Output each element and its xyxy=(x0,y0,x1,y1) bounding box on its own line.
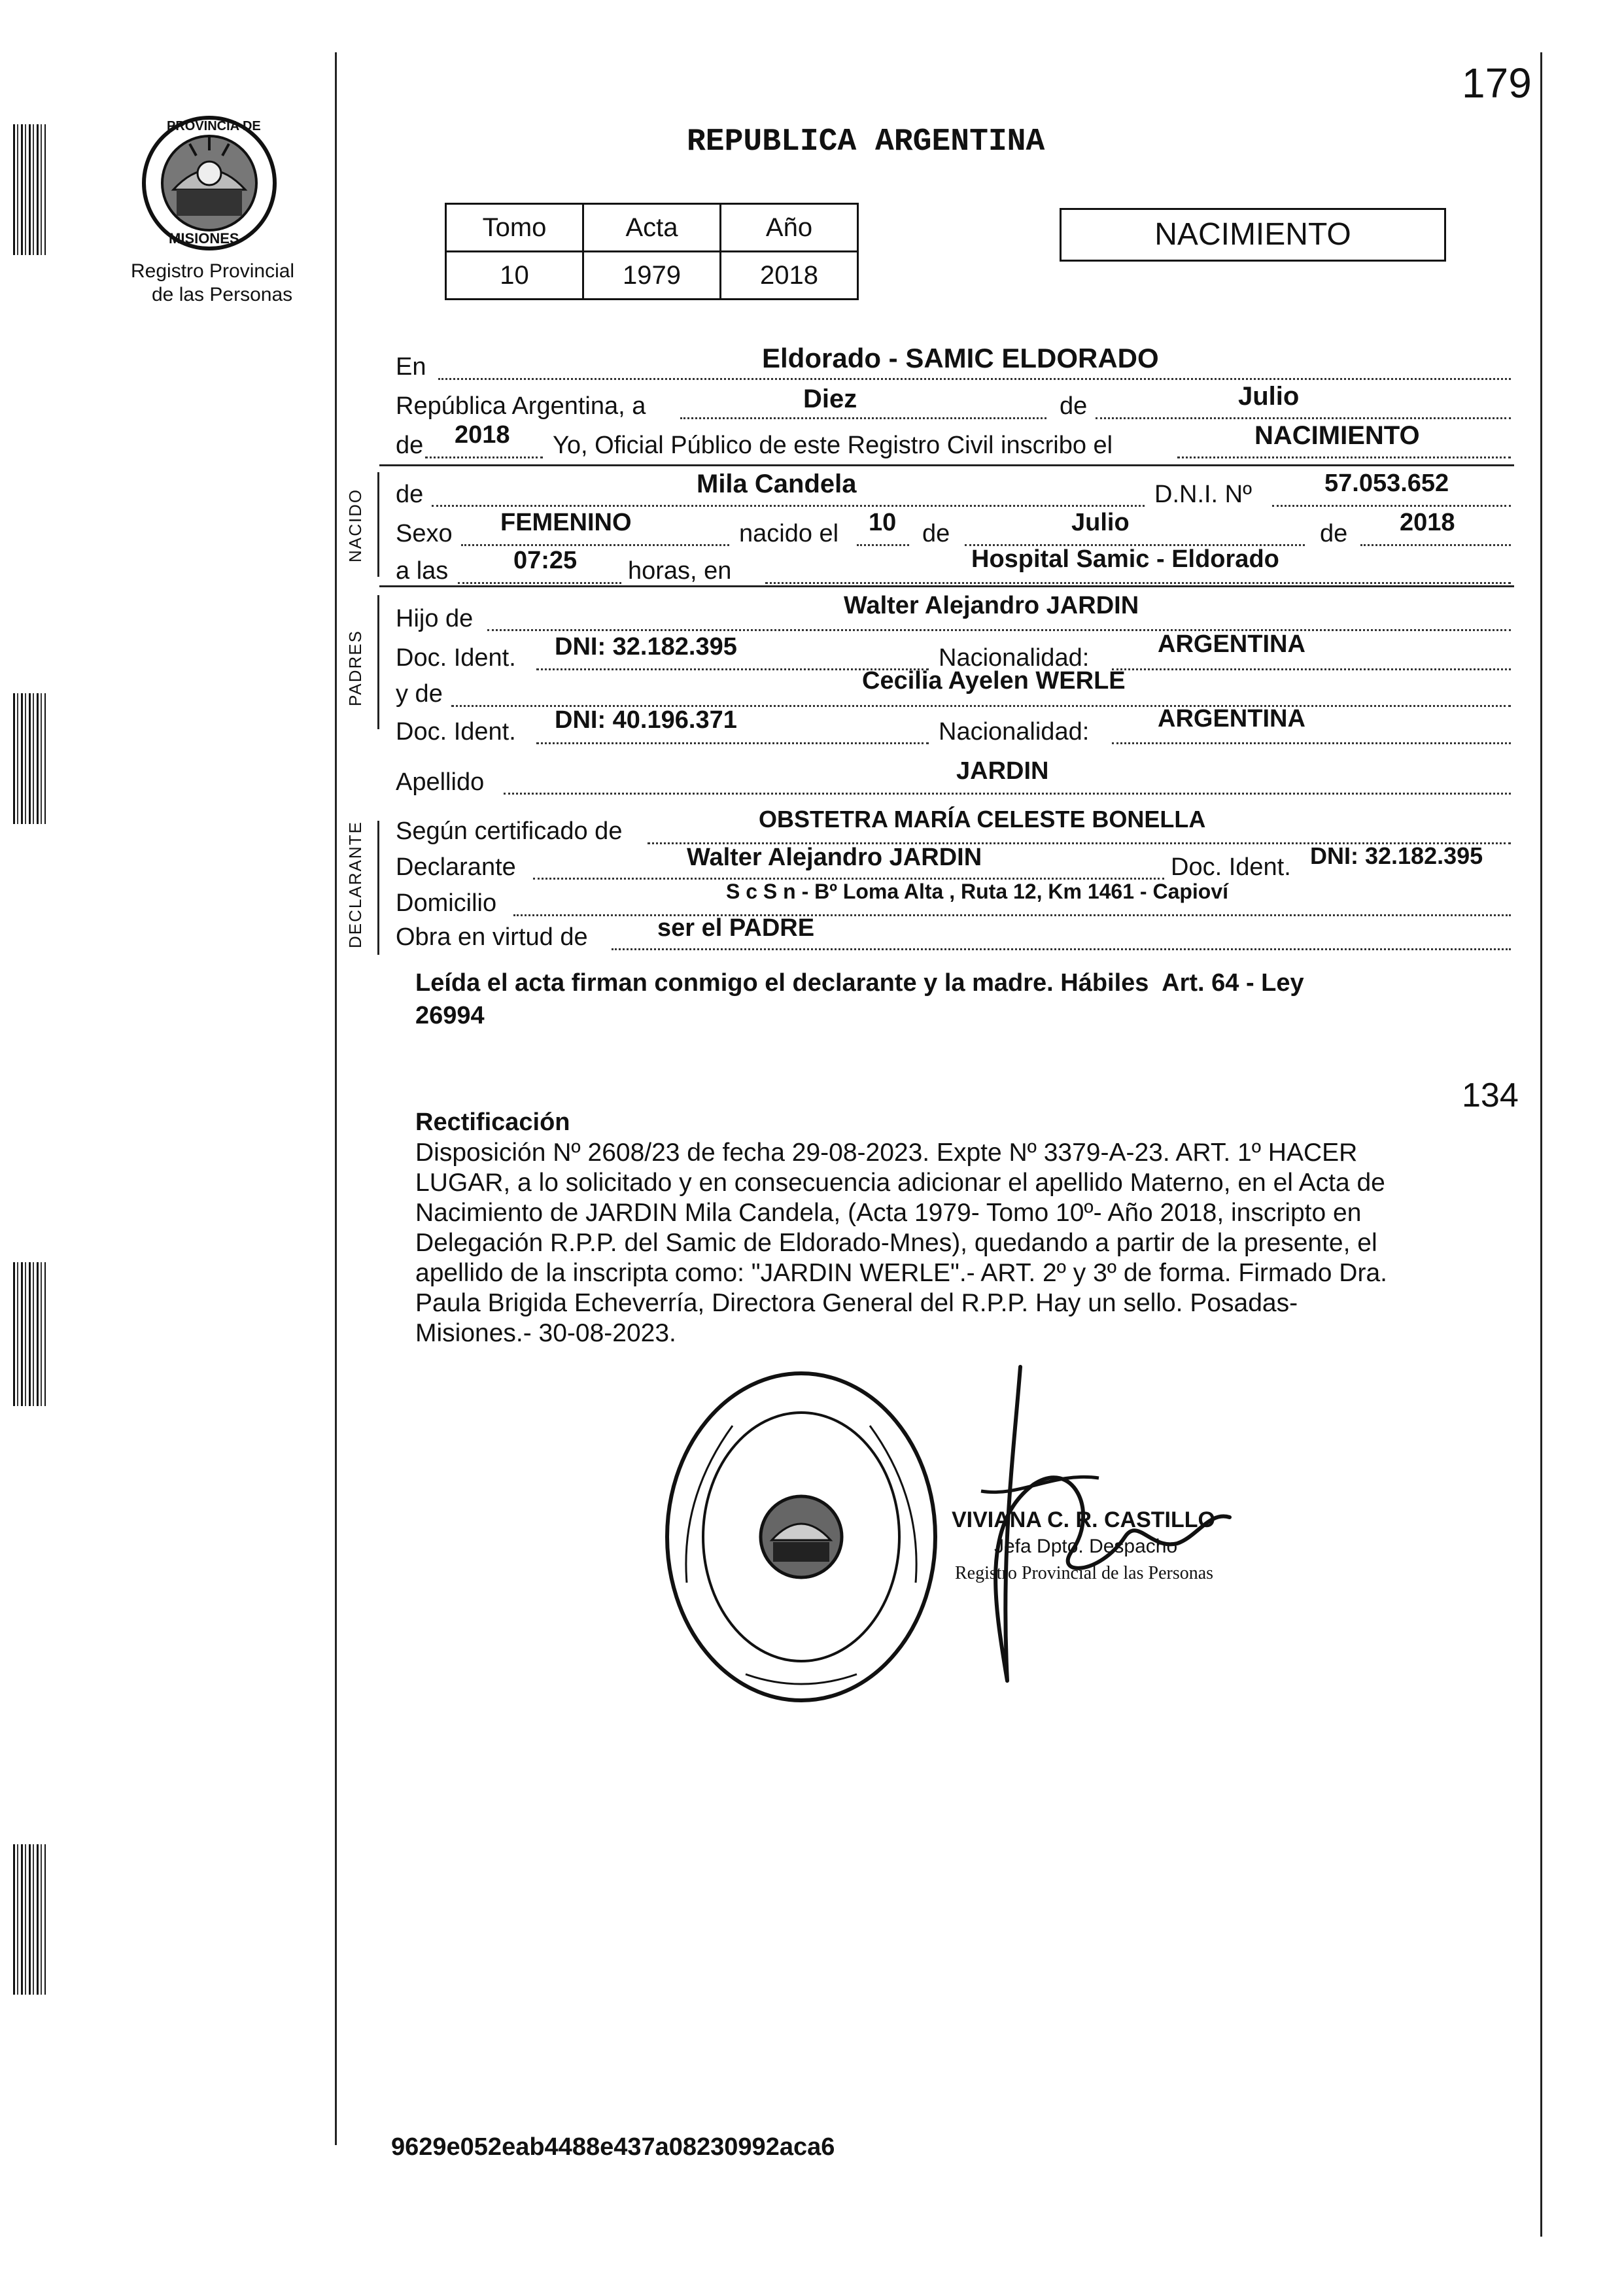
declarante-doc-label: Doc. Ident. xyxy=(1171,853,1291,881)
rectificacion-line: LUGAR, a lo solicitado y en consecuencia adicionar el apellido Materno, en el Acta de xyxy=(415,1169,1385,1197)
table-header-anio: Año xyxy=(721,204,858,252)
horas-label: horas, en xyxy=(628,557,732,585)
official-stamp xyxy=(661,1367,942,1707)
logo-bottom-text: MISIONES xyxy=(169,230,239,247)
a-las-label: a las xyxy=(396,557,449,585)
leader-dots xyxy=(504,793,1511,795)
section-bar xyxy=(377,595,379,729)
de-label-3: de xyxy=(1320,520,1348,547)
scan-artifact xyxy=(13,1262,46,1406)
rectificacion-body xyxy=(415,1138,1504,1349)
leader-dots xyxy=(1096,417,1511,419)
act-type-box xyxy=(1060,208,1446,262)
section-divider xyxy=(379,464,1514,466)
apellido-value: JARDIN xyxy=(956,757,1049,785)
father-nationality: ARGENTINA xyxy=(1158,630,1305,658)
birth-month: Julio xyxy=(1071,509,1130,536)
scan-artifact xyxy=(13,693,46,824)
certificado-label: Según certificado de xyxy=(396,817,623,845)
table-value-tomo: 10 xyxy=(446,252,583,300)
doc-label: Doc. Ident. xyxy=(396,644,516,672)
page-number: 179 xyxy=(1462,60,1532,107)
leader-dots xyxy=(612,948,1511,950)
nacido-de-label: de xyxy=(396,481,424,508)
closing-line-1: Leída el acta firman conmigo el declarante y la madre. Hábiles Art. 64 - Ley xyxy=(415,969,1304,997)
registry-line2: de las Personas xyxy=(152,284,293,305)
day-value: Diez xyxy=(803,385,857,413)
section-label-nacido: NACIDO xyxy=(345,488,365,562)
birth-place: Hospital Samic - Eldorado xyxy=(971,545,1279,573)
leader-dots xyxy=(1177,456,1511,458)
leader-dots xyxy=(536,742,929,744)
leader-dots xyxy=(487,629,1511,631)
right-rule xyxy=(1540,52,1542,2237)
signer-org: Registro Provincial de las Personas xyxy=(955,1563,1214,1583)
year-value: 2018 xyxy=(455,421,510,449)
leader-dots xyxy=(432,505,1145,507)
mother-name: Cecilia Ayelen WERLE xyxy=(862,667,1126,695)
signer-role: Jefa Dpto. Despacho xyxy=(994,1536,1178,1557)
leader-dots xyxy=(1272,505,1511,507)
rectificacion-title: Rectificación xyxy=(415,1109,570,1136)
table-header-tomo: Tomo xyxy=(446,204,583,252)
en-label: En xyxy=(396,353,426,381)
rectificacion-line: apellido de la inscripta como: "JARDIN WERLE".- ART. 2º y 3º de forma. Firmado Dra. xyxy=(415,1259,1387,1287)
officer-text: Yo, Oficial Público de este Registro Civil inscribo el xyxy=(553,432,1113,459)
note-number: 134 xyxy=(1462,1076,1519,1114)
rectificacion-line: Disposición Nº 2608/23 de fecha 29-08-2023. Expte Nº 3379-A-23. ART. 1º HACER xyxy=(415,1139,1358,1167)
leader-dots xyxy=(438,378,1511,380)
scan-artifact xyxy=(13,124,46,255)
leader-dots xyxy=(857,544,909,546)
registry-line1: Registro Provincial xyxy=(131,260,295,282)
nacionalidad-label-2: Nacionalidad: xyxy=(939,718,1090,746)
section-label-padres: PADRES xyxy=(345,630,365,706)
birth-day: 10 xyxy=(869,509,897,536)
year-prefix: de xyxy=(396,432,424,459)
section-bar xyxy=(377,472,379,577)
declarante-name: Walter Alejandro JARDIN xyxy=(687,844,982,871)
birth-time: 07:25 xyxy=(513,547,578,574)
closing-line-2: 26994 xyxy=(415,1002,485,1029)
leader-dots xyxy=(461,544,729,546)
table-header-acta: Acta xyxy=(583,204,721,252)
certificado-value: OBSTETRA MARÍA CELESTE BONELLA xyxy=(759,806,1206,833)
mother-nationality: ARGENTINA xyxy=(1158,705,1305,732)
document-hash: 9629e052eab4488e437a08230992aca6 xyxy=(391,2133,835,2161)
rectificacion-line: Nacimiento de JARDIN Mila Candela, (Acta 1979- Tomo 10º- Año 2018, inscripto en xyxy=(415,1199,1362,1227)
scan-artifact xyxy=(13,1844,46,1995)
declarante-doc: DNI: 32.182.395 xyxy=(1310,842,1483,869)
child-name: Mila Candela xyxy=(697,470,857,498)
leader-dots xyxy=(458,582,621,584)
rectificacion-line: Paula Brigida Echeverría, Directora General del R.P.P. Hay un sello. Posadas- xyxy=(415,1289,1298,1317)
month-value: Julio xyxy=(1238,382,1300,411)
obra-label: Obra en virtud de xyxy=(396,923,588,951)
leader-dots xyxy=(765,582,1511,584)
rectificacion-line: Delegación R.P.P. del Samic de Eldorado-Mnes), quedando a partir de la presente, el xyxy=(415,1229,1377,1257)
father-name: Walter Alejandro JARDIN xyxy=(844,592,1139,619)
nacido-el-label: nacido el xyxy=(739,520,839,547)
section-label-declarante: DECLARANTE xyxy=(345,821,365,948)
obra-value: ser el PADRE xyxy=(657,914,815,942)
republic-label: República Argentina, a xyxy=(396,392,646,420)
section-bar xyxy=(377,821,379,955)
table-value-acta: 1979 xyxy=(583,252,721,300)
event-value: NACIMIENTO xyxy=(1254,421,1420,450)
mother-doc: DNI: 40.196.371 xyxy=(555,706,737,734)
margin-rule xyxy=(335,52,337,2145)
logo-top-text: PROVINCIA DE xyxy=(167,119,261,133)
table-value-anio: 2018 xyxy=(721,252,858,300)
record-table xyxy=(445,203,859,300)
domicilio-value: S c S n - Bº Loma Alta , Ruta 12, Km 1461 - Capioví xyxy=(726,880,1229,903)
y-de-label: y de xyxy=(396,680,443,708)
de-label: de xyxy=(1060,392,1088,420)
child-dni: 57.053.652 xyxy=(1324,470,1449,497)
country-title: REPUBLICA ARGENTINA xyxy=(687,124,1045,160)
leader-dots xyxy=(1112,742,1511,744)
act-type: NACIMIENTO xyxy=(1154,217,1351,252)
dni-label: D.N.I. Nº xyxy=(1154,481,1252,508)
apellido-label: Apellido xyxy=(396,768,485,796)
nacionalidad-label: Nacionalidad: xyxy=(939,644,1090,672)
father-doc: DNI: 32.182.395 xyxy=(555,633,737,661)
leader-dots xyxy=(680,417,1046,419)
sexo-label: Sexo xyxy=(396,520,453,547)
place-value: Eldorado - SAMIC ELDORADO xyxy=(762,343,1159,373)
doc-label-2: Doc. Ident. xyxy=(396,718,516,746)
leader-dots xyxy=(1112,668,1511,670)
hijo-label: Hijo de xyxy=(396,605,474,632)
de-label-2: de xyxy=(922,520,950,547)
birth-year: 2018 xyxy=(1400,509,1455,536)
leader-dots xyxy=(1360,544,1511,546)
section-divider xyxy=(379,585,1514,587)
rectificacion-line: Misiones.- 30-08-2023. xyxy=(415,1319,676,1347)
declarante-label: Declarante xyxy=(396,853,516,881)
signer-name: VIVIANA C. R. CASTILLO xyxy=(952,1507,1215,1532)
domicilio-label: Domicilio xyxy=(396,889,497,917)
sexo-value: FEMENINO xyxy=(500,509,632,536)
leader-dots xyxy=(425,456,543,458)
